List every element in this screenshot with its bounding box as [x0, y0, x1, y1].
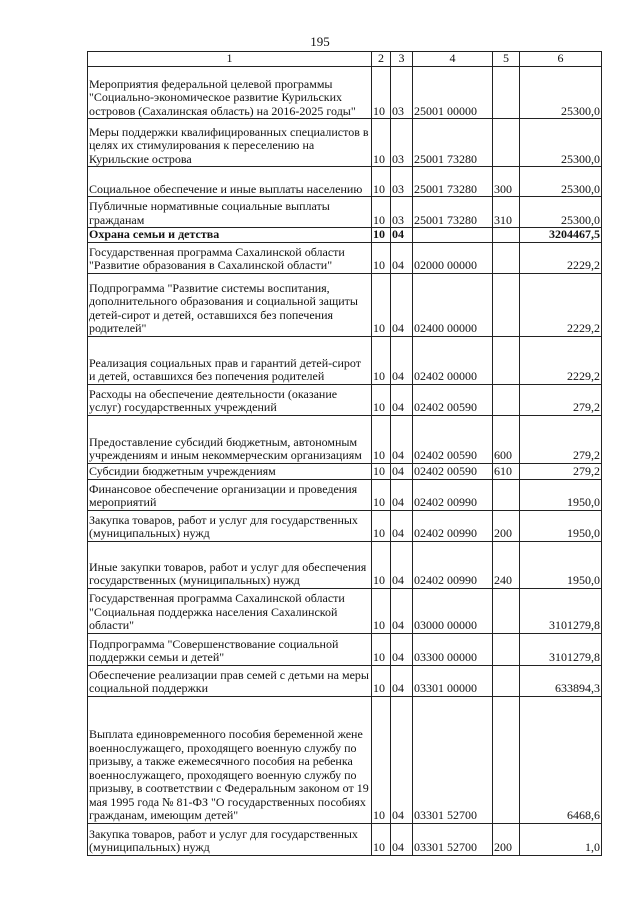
row-name-cell: Расходы на обеспечение деятельности (оказание услуг) государственных учреждений: [88, 384, 372, 415]
table-header-row: [88, 52, 602, 67]
expense-type-cell: [493, 119, 520, 167]
subsection-code-cell: 03: [391, 167, 413, 197]
target-article-cell: 02402 00990: [413, 479, 493, 510]
target-article-cell: 02402 00590: [413, 463, 493, 479]
target-article-cell: 03301 52700: [413, 696, 493, 823]
expense-type-cell: 600: [493, 415, 520, 463]
subsection-code-cell: 04: [391, 696, 413, 823]
subsection-code-cell: 04: [391, 823, 413, 855]
target-article-cell: 02402 00590: [413, 415, 493, 463]
section-code-cell: 10: [372, 510, 391, 541]
row-name-cell: Охрана семьи и детства: [88, 228, 372, 243]
amount-cell: 633894,3: [520, 665, 602, 696]
amount-cell: 3204467,5: [520, 228, 602, 243]
section-code-cell: 10: [372, 479, 391, 510]
row-name-cell: Публичные нормативные социальные выплаты гражданам: [88, 197, 372, 228]
amount-cell: 25300,0: [520, 119, 602, 167]
section-code-cell: 10: [372, 823, 391, 855]
table-row: [88, 823, 602, 855]
table-row: [88, 463, 602, 479]
table-row: [88, 167, 602, 197]
expense-type-cell: [493, 384, 520, 415]
section-code-cell: 10: [372, 67, 391, 119]
column-header: 4: [413, 52, 493, 67]
section-code-cell: 10: [372, 463, 391, 479]
expense-type-cell: [493, 633, 520, 665]
table-row: [88, 633, 602, 665]
amount-cell: 1950,0: [520, 510, 602, 541]
section-code-cell: 10: [372, 242, 391, 273]
table-row: [88, 384, 602, 415]
amount-cell: 2229,2: [520, 273, 602, 336]
table-row: [88, 67, 602, 119]
target-article-cell: [413, 228, 493, 243]
row-name-cell: Предоставление субсидий бюджетным, автономным учреждениям и иным некоммерческим организациям: [88, 415, 372, 463]
subsection-code-cell: 04: [391, 665, 413, 696]
section-code-cell: 10: [372, 273, 391, 336]
amount-cell: 3101279,8: [520, 633, 602, 665]
table-row: [88, 273, 602, 336]
table-row: [88, 665, 602, 696]
column-header: 6: [520, 52, 602, 67]
section-code-cell: 10: [372, 119, 391, 167]
target-article-cell: 03300 00000: [413, 633, 493, 665]
section-code-cell: 10: [372, 167, 391, 197]
amount-cell: 279,2: [520, 463, 602, 479]
table-row: [88, 415, 602, 463]
budget-table: [87, 51, 602, 856]
table-row: [88, 197, 602, 228]
table-row: [88, 510, 602, 541]
table-row: [88, 588, 602, 633]
amount-cell: 279,2: [520, 384, 602, 415]
section-code-cell: 10: [372, 415, 391, 463]
row-name-cell: Мероприятия федеральной целевой программы "Социально-экономическое развитие Курильских островов (Сахалинская область) на 2016-2025 годы": [88, 67, 372, 119]
subsection-code-cell: 04: [391, 510, 413, 541]
amount-cell: 25300,0: [520, 167, 602, 197]
target-article-cell: 03301 00000: [413, 665, 493, 696]
amount-cell: 1950,0: [520, 479, 602, 510]
row-name-cell: Субсидии бюджетным учреждениям: [88, 463, 372, 479]
table-row: [88, 336, 602, 384]
section-code-cell: 10: [372, 541, 391, 588]
amount-cell: 1,0: [520, 823, 602, 855]
amount-cell: 279,2: [520, 415, 602, 463]
amount-cell: 25300,0: [520, 67, 602, 119]
section-code-cell: 10: [372, 696, 391, 823]
subsection-code-cell: 04: [391, 336, 413, 384]
target-article-cell: 02400 00000: [413, 273, 493, 336]
subsection-code-cell: 04: [391, 228, 413, 243]
expense-type-cell: [493, 665, 520, 696]
table-row: [88, 119, 602, 167]
section-code-cell: 10: [372, 665, 391, 696]
table-row: [88, 479, 602, 510]
row-name-cell: Меры поддержки квалифицированных специалистов в целях их стимулирования к переселению на Курильские острова: [88, 119, 372, 167]
section-code-cell: 10: [372, 588, 391, 633]
subsection-code-cell: 04: [391, 479, 413, 510]
target-article-cell: 03000 00000: [413, 588, 493, 633]
section-code-cell: 10: [372, 384, 391, 415]
expense-type-cell: [493, 588, 520, 633]
row-name-cell: Выплата единовременного пособия беременной жене военнослужащего, проходящего военную службу по призыву, а также ежемесячного пособия на ребенка военнослужащего, проходящего военную службу по призыву, в соответствии с Федеральным законом от 19 мая 1995 года № 81-ФЗ "О государственных пособиях гражданам, имеющим детей": [88, 696, 372, 823]
expense-type-cell: [493, 273, 520, 336]
target-article-cell: 02000 00000: [413, 242, 493, 273]
target-article-cell: 25001 73280: [413, 119, 493, 167]
subsection-code-cell: 04: [391, 633, 413, 665]
subsection-code-cell: 04: [391, 588, 413, 633]
subsection-code-cell: 04: [391, 541, 413, 588]
subsection-code-cell: 03: [391, 119, 413, 167]
column-header: 1: [88, 52, 372, 67]
expense-type-cell: 200: [493, 510, 520, 541]
target-article-cell: 02402 00590: [413, 384, 493, 415]
amount-cell: 1950,0: [520, 541, 602, 588]
expense-type-cell: [493, 242, 520, 273]
subsection-code-cell: 04: [391, 415, 413, 463]
section-code-cell: 10: [372, 633, 391, 665]
target-article-cell: 25001 00000: [413, 67, 493, 119]
target-article-cell: 03301 52700: [413, 823, 493, 855]
table-row: [88, 228, 602, 243]
section-code-cell: 10: [372, 336, 391, 384]
row-name-cell: Закупка товаров, работ и услуг для государственных (муниципальных) нужд: [88, 823, 372, 855]
row-name-cell: Государственная программа Сахалинской области "Развитие образования в Сахалинской области": [88, 242, 372, 273]
page-number: 195: [310, 34, 330, 49]
expense-type-cell: [493, 228, 520, 243]
expense-type-cell: 240: [493, 541, 520, 588]
target-article-cell: 02402 00990: [413, 541, 493, 588]
subsection-code-cell: 04: [391, 273, 413, 336]
amount-cell: 2229,2: [520, 242, 602, 273]
section-code-cell: 10: [372, 197, 391, 228]
row-name-cell: Государственная программа Сахалинской области "Социальная поддержка населения Сахалинской области": [88, 588, 372, 633]
target-article-cell: 25001 73280: [413, 167, 493, 197]
column-header: 2: [372, 52, 391, 67]
target-article-cell: 25001 73280: [413, 197, 493, 228]
column-header: 3: [391, 52, 413, 67]
table-row: [88, 696, 602, 823]
target-article-cell: 02402 00000: [413, 336, 493, 384]
expense-type-cell: 610: [493, 463, 520, 479]
target-article-cell: 02402 00990: [413, 510, 493, 541]
table-row: [88, 541, 602, 588]
row-name-cell: Социальное обеспечение и иные выплаты населению: [88, 167, 372, 197]
row-name-cell: Закупка товаров, работ и услуг для государственных (муниципальных) нужд: [88, 510, 372, 541]
subsection-code-cell: 04: [391, 463, 413, 479]
amount-cell: 2229,2: [520, 336, 602, 384]
column-header: 5: [493, 52, 520, 67]
amount-cell: 25300,0: [520, 197, 602, 228]
subsection-code-cell: 03: [391, 197, 413, 228]
subsection-code-cell: 03: [391, 67, 413, 119]
subsection-code-cell: 04: [391, 242, 413, 273]
row-name-cell: Реализация социальных прав и гарантий детей-сирот и детей, оставшихся без попечения родителей: [88, 336, 372, 384]
table-row: [88, 242, 602, 273]
row-name-cell: Финансовое обеспечение организации и проведения мероприятий: [88, 479, 372, 510]
expense-type-cell: [493, 696, 520, 823]
expense-type-cell: 200: [493, 823, 520, 855]
expense-type-cell: 310: [493, 197, 520, 228]
row-name-cell: Подпрограмма "Совершенствование социальной поддержки семьи и детей": [88, 633, 372, 665]
amount-cell: 6468,6: [520, 696, 602, 823]
expense-type-cell: [493, 336, 520, 384]
row-name-cell: Иные закупки товаров, работ и услуг для обеспечения государственных (муниципальных) нужд: [88, 541, 372, 588]
expense-type-cell: 300: [493, 167, 520, 197]
subsection-code-cell: 04: [391, 384, 413, 415]
row-name-cell: Обеспечение реализации прав семей с детьми на меры социальной поддержки: [88, 665, 372, 696]
section-code-cell: 10: [372, 228, 391, 243]
amount-cell: 3101279,8: [520, 588, 602, 633]
expense-type-cell: [493, 67, 520, 119]
expense-type-cell: [493, 479, 520, 510]
row-name-cell: Подпрограмма "Развитие системы воспитания, дополнительного образования и социальной защиты детей-сирот и детей, оставшихся без попечения родителей": [88, 273, 372, 336]
